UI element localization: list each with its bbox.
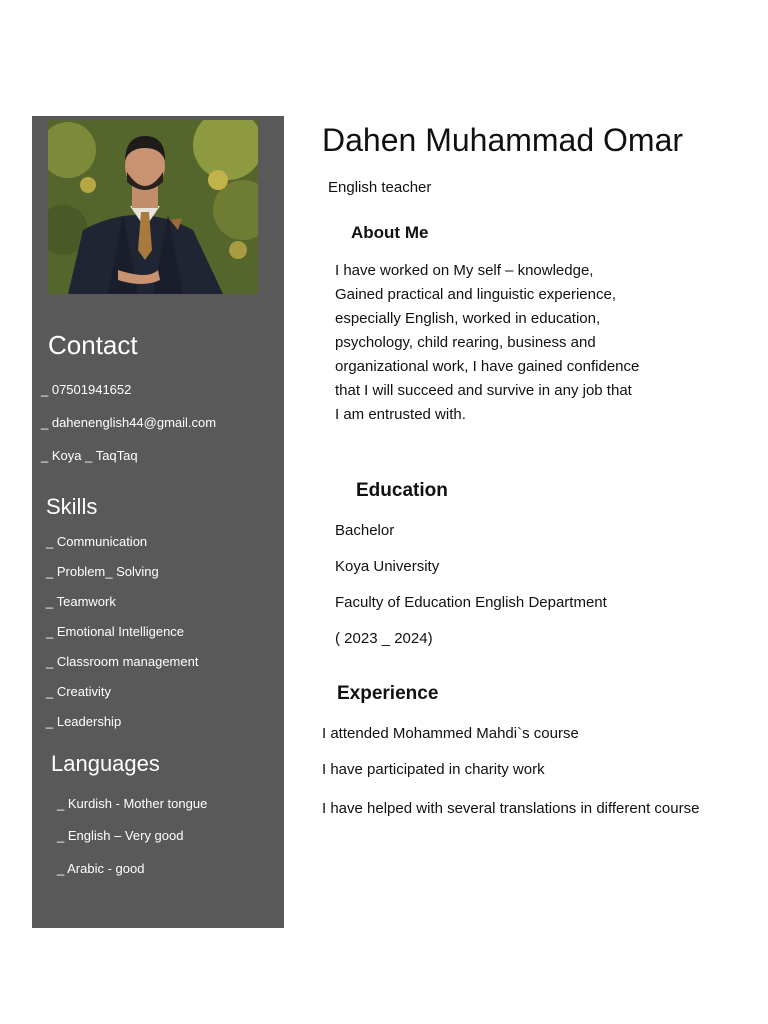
skill-item: _ Teamwork xyxy=(46,594,116,609)
education-heading: Education xyxy=(356,480,448,501)
education-item: Koya University xyxy=(335,558,440,575)
skill-item: _ Emotional Intelligence xyxy=(46,624,185,639)
skill-item: _ Problem_ Solving xyxy=(46,564,159,579)
language-item: _ English – Very good xyxy=(57,828,184,843)
job-title: English teacher xyxy=(328,179,432,196)
experience-item: I attended Mohammed Mahdi`s course xyxy=(322,725,579,742)
sidebar xyxy=(32,116,284,928)
language-item: _ Arabic - good xyxy=(57,861,145,876)
experience-item: I have participated in charity work xyxy=(322,761,545,778)
education-item: Bachelor xyxy=(335,522,395,539)
contact-phone: _ 07501941652 xyxy=(41,382,132,397)
skill-item: _ Leadership xyxy=(46,714,122,729)
profile-photo xyxy=(48,120,258,294)
education-item: ( 2023 _ 2024) xyxy=(335,630,433,647)
skill-item: _ Communication xyxy=(46,534,148,549)
experience-item: I have helped with several translations in different course xyxy=(322,800,700,817)
person-name: Dahen Muhammad Omar xyxy=(322,122,684,158)
experience-heading: Experience xyxy=(337,683,439,704)
language-item: _ Kurdish - Mother tongue xyxy=(57,796,208,811)
languages-heading: Languages xyxy=(51,751,160,776)
contact-email: _ dahenenglish44@gmail.com xyxy=(41,415,217,430)
education-item: Faculty of Education English Department xyxy=(335,594,607,611)
skill-item: _ Classroom management xyxy=(46,654,199,669)
contact-location: _ Koya _ TaqTaq xyxy=(41,448,138,463)
skills-heading: Skills xyxy=(46,494,98,519)
contact-heading: Contact xyxy=(48,330,138,360)
about-heading: About Me xyxy=(351,223,429,242)
profile-photo-image xyxy=(48,120,258,294)
about-body: I have worked on My self – knowledge, Gained practical and linguistic experience, especially English, worked in education, psychology, child rearing, business and organizational work, I have gained confidence that I will succeed and survive in any job that I am entrusted with. xyxy=(335,262,640,423)
skill-item: _ Creativity xyxy=(46,684,112,699)
